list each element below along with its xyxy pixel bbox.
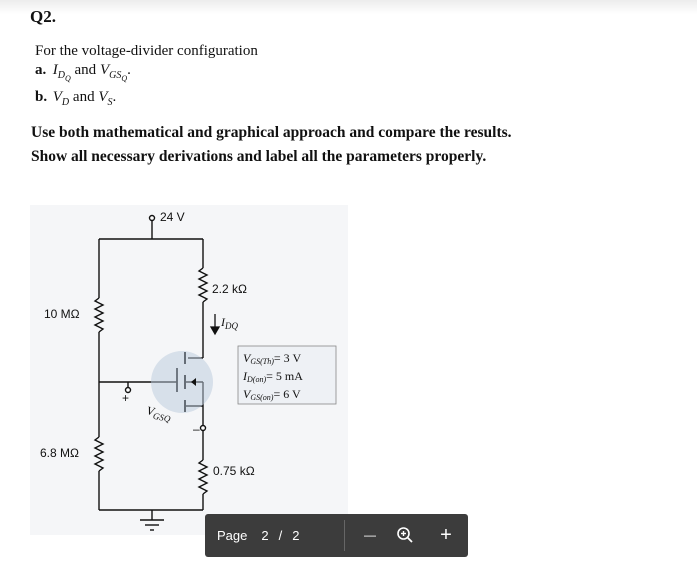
minus-sign: – [193,422,200,436]
r-bottom-label: 6.8 MΩ [40,446,79,460]
zoom-icon [396,526,414,544]
source-terminal [201,426,206,431]
pdf-toolbar [205,514,468,557]
toolbar-divider [344,520,345,551]
r-top-label: 10 MΩ [44,307,80,321]
param-vgs-th: VGS(Th)= 3 V [243,351,302,366]
problem-intro: For the voltage-divider configuration [35,43,258,59]
r-drain-label: 2.2 kΩ [212,282,247,296]
page-separator: / [278,528,283,543]
param-id-on: ID(on)= 5 mA [243,369,303,384]
plus-icon: + [440,523,452,546]
r-source-label: 0.75 kΩ [213,464,255,478]
instruction-line-1: Use both mathematical and graphical approach and compare the results. [31,124,512,141]
supply-terminal [150,216,155,221]
plus-sign: + [122,391,130,405]
transistor-highlight [151,351,213,413]
current-label: $I_{DQ}$ [221,315,238,331]
part-b: b. $V_D$ and $V_S$. [35,89,117,108]
part-b-label: b. [35,89,48,105]
part-a-label: a. [35,62,47,78]
part-a: a. $I_{D_Q}$ and $V_{GS_Q}$. [35,62,131,83]
vgs-label: $V_{GSQ}$ [145,403,172,425]
param-vgs-on: VGS(on)= 6 V [243,387,301,402]
instruction-line-2: Show all necessary derivations and label all the parameters properly. [31,148,487,165]
total-pages: 2 [292,528,300,543]
page-label: Page [217,528,248,543]
zoom-button[interactable] [394,524,416,546]
zoom-out-icon: — [364,528,376,542]
zoom-in-button[interactable] [435,524,457,546]
current-page-input[interactable]: 2 [261,528,269,543]
zoom-out-button[interactable] [359,524,381,546]
part-b-text: and [72,89,95,105]
question-number: Q2. [30,7,56,26]
part-a-text: and [74,62,97,78]
supply-label: 24 V [160,210,185,224]
